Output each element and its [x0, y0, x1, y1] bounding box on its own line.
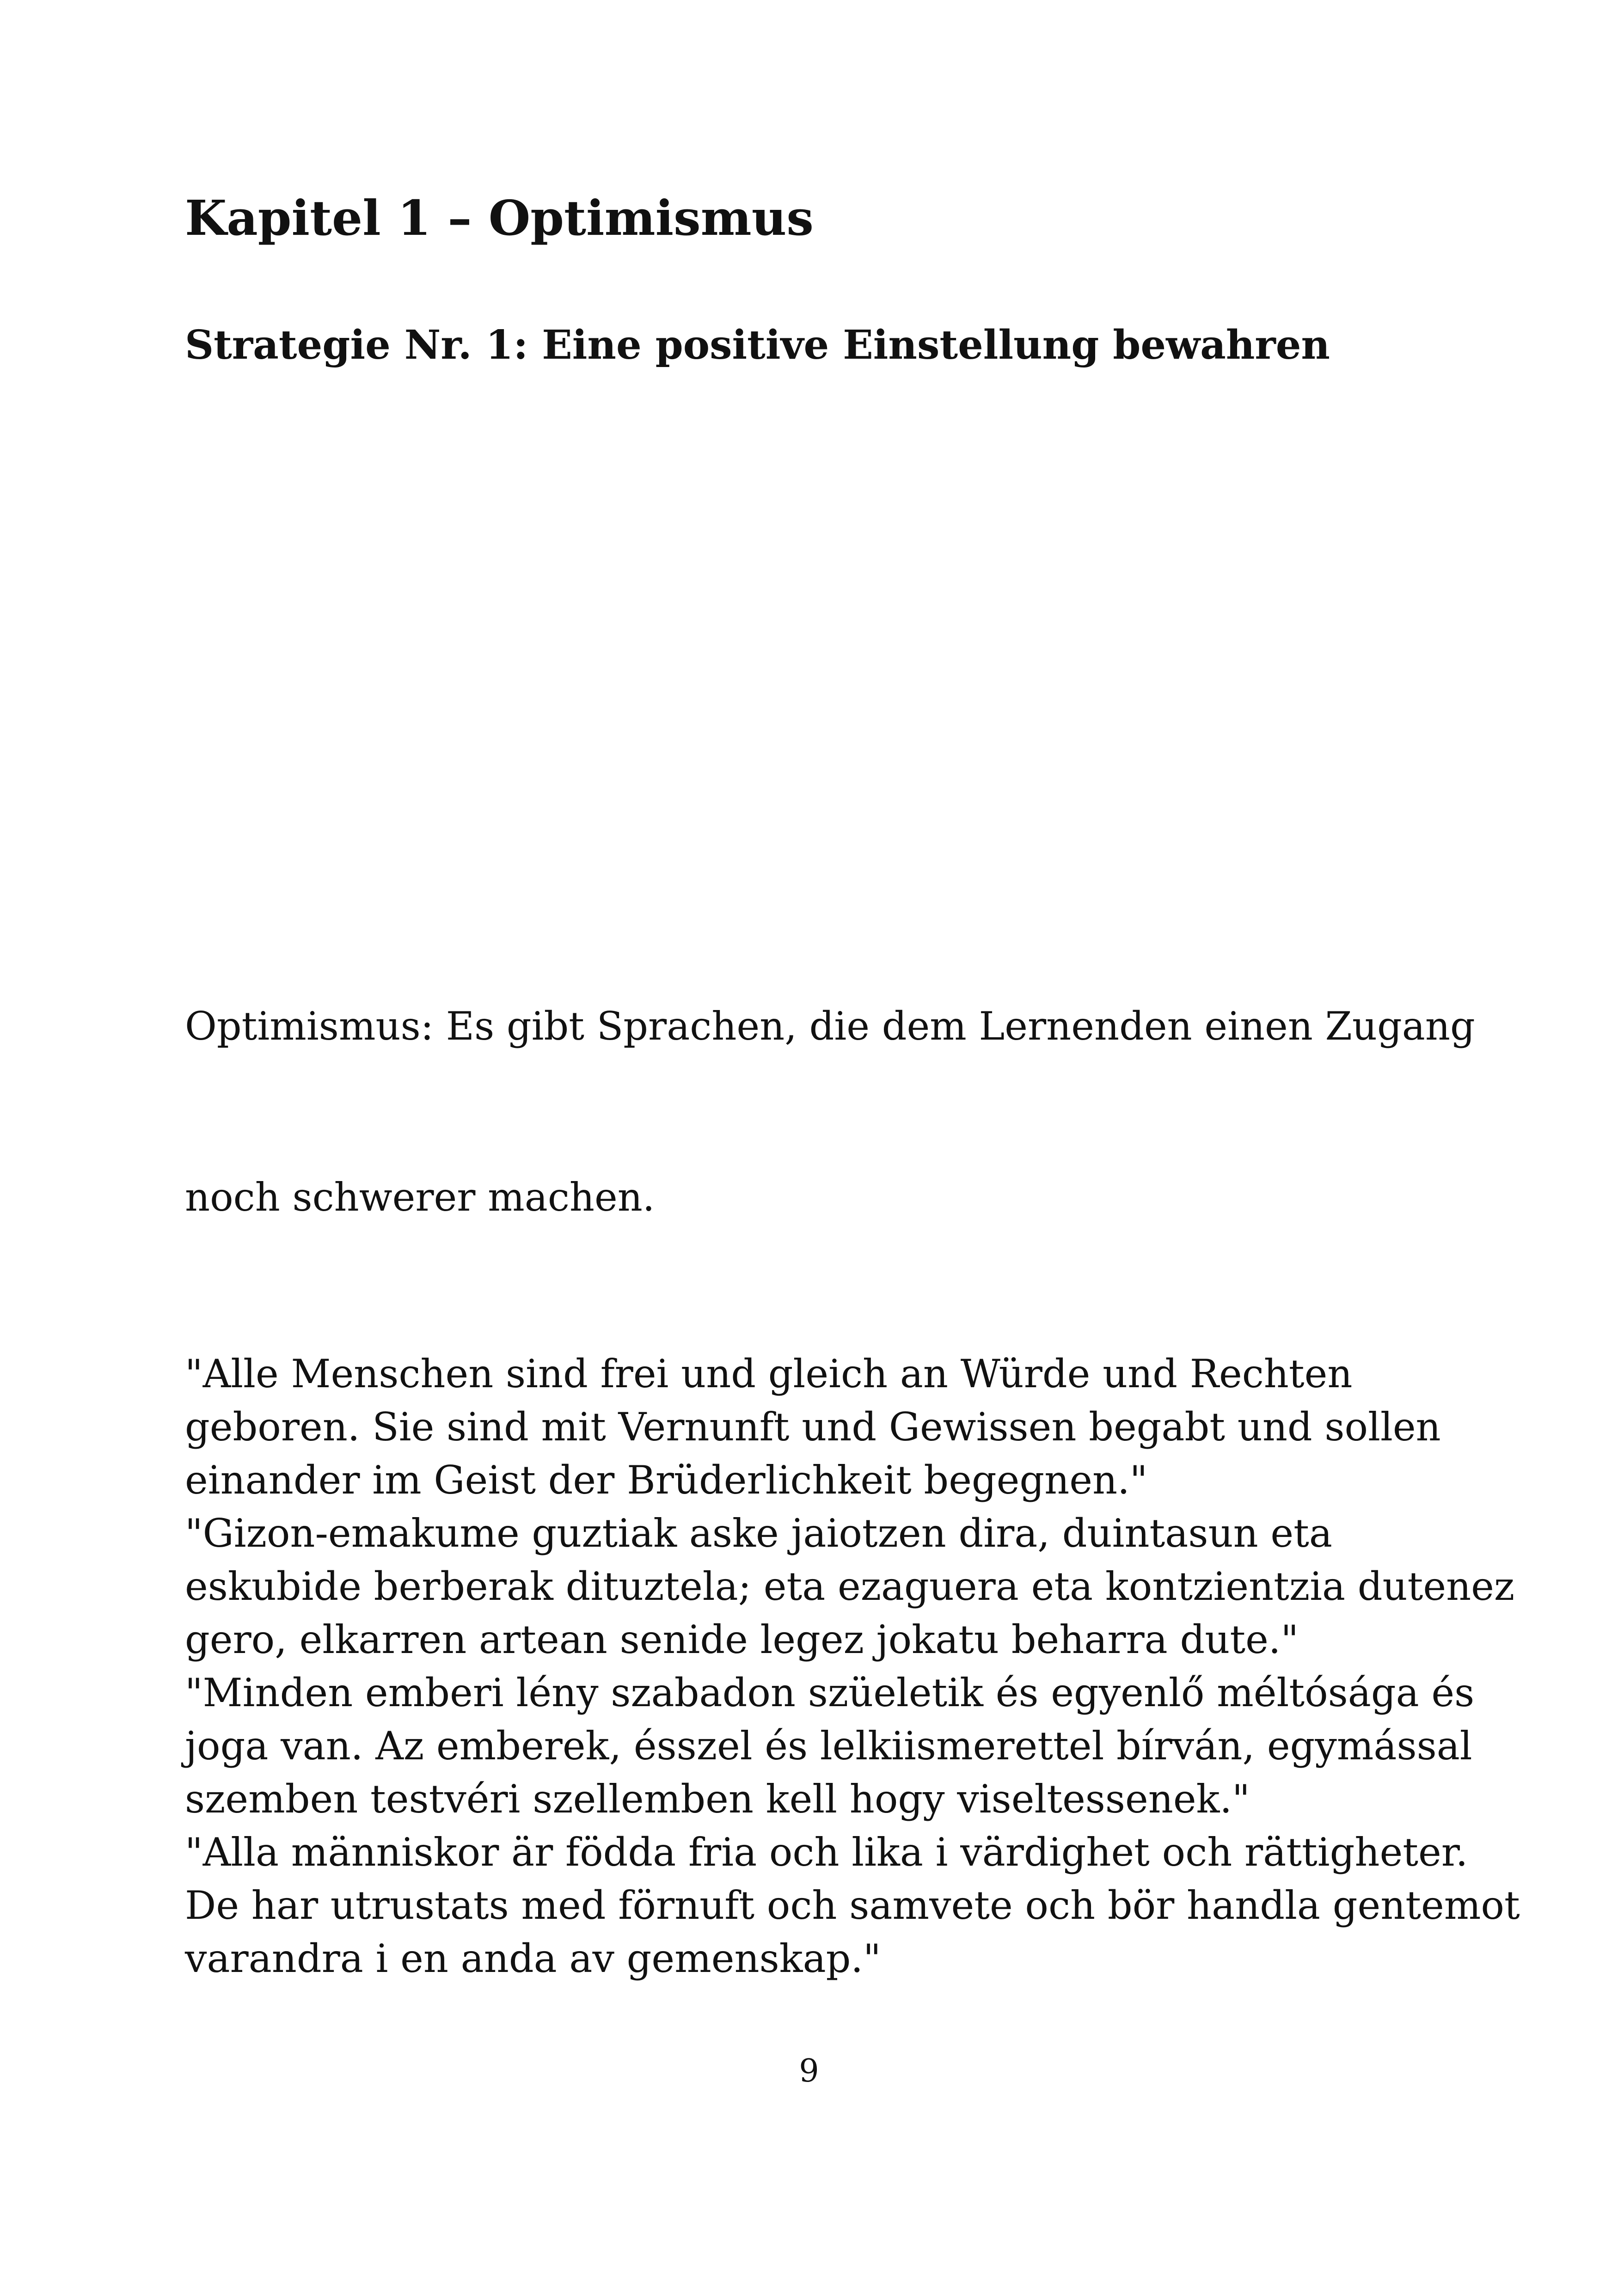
quote-line: gero, elkarren artean senide legez jokatu beharra dute." — [185, 1617, 1299, 1662]
quote-line: "Alla människor är födda fria och lika i värdighet och rättigheter. — [185, 1830, 1468, 1875]
quote-line: "Minden emberi lény szabadon szüeletik és egyenlő méltósága és — [185, 1670, 1475, 1715]
quote-line: geboren. Sie sind mit Vernunft und Gewissen begabt und sollen — [185, 1404, 1441, 1450]
quote-line: "Alle Menschen sind frei und gleich an Würde und Rechten — [185, 1351, 1353, 1396]
quote-line: einander im Geist der Brüderlichkeit begegnen." — [185, 1457, 1148, 1503]
quote-line: joga van. Az emberek, ésszel és lelkiismerettel bírván, egymással — [185, 1723, 1472, 1769]
section-title: Strategie Nr. 1: Eine positive Einstellung bewahren — [185, 322, 1330, 368]
quote-line: "Gizon-emakume guztiak aske jaiotzen dira, duintasun eta — [185, 1511, 1332, 1556]
quote-line: eskubide berberak dituztela; eta ezaguera eta kontzientzia dutenez — [185, 1564, 1515, 1609]
quotes-block — [185, 1347, 1520, 1985]
quote-line: szemben testvéri szellemben kell hogy viseltessenek." — [185, 1776, 1250, 1822]
quote-line: varandra i en anda av gemenskap." — [185, 1936, 881, 1981]
intro-line-1: Optimismus: Es gibt Sprachen, die dem Lernenden einen Zugang — [185, 1004, 1475, 1049]
page-number: 9 — [799, 2053, 819, 2089]
intro-line-2: noch schwerer machen. — [185, 1175, 655, 1220]
quote-line: De har utrustats med förnuft och samvete och bör handla gentemot — [185, 1883, 1520, 1928]
chapter-title: Kapitel 1 – Optimismus — [185, 190, 814, 246]
